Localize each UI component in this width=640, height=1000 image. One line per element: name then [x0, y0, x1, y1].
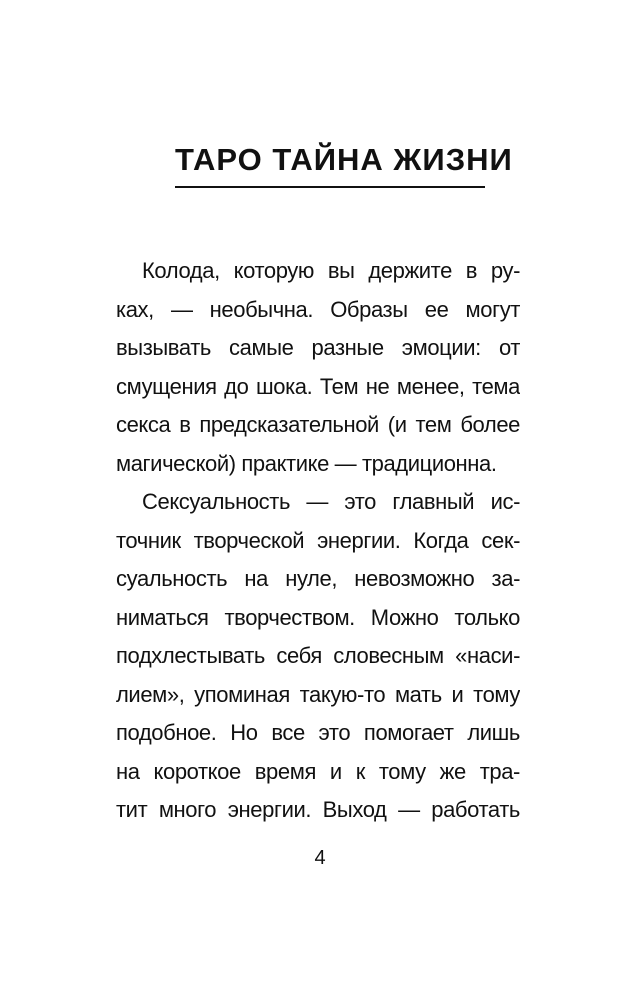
text-line: точник творческой энергии. Когда сек-: [116, 527, 520, 553]
header-rule: [175, 186, 485, 188]
text-line: магической) практике — традиционна.: [116, 450, 497, 476]
text-line: секса в предсказательной (и тем более: [116, 412, 520, 437]
book-title: ТАРО ТАЙНА ЖИЗНИ: [175, 142, 513, 177]
text-line: тит много энергии. Выход — работать: [116, 797, 520, 822]
text-line: ниматься творчеством. Можно только: [116, 604, 520, 630]
text-line: подхлестывать себя словесным «наси-: [116, 643, 520, 668]
text-line: суальность на нуле, невозможно за-: [116, 566, 520, 591]
text-line: на короткое время и к тому же тра-: [116, 758, 520, 784]
running-header: [175, 140, 513, 188]
text-line: Сексуальность — это главный ис-: [142, 489, 520, 514]
page-number: 4: [314, 847, 326, 869]
text-line: вызывать самые разные эмоции: от: [116, 335, 520, 360]
text-line: подобное. Но все это помогает лишь: [116, 720, 520, 745]
text-line: Колода, которую вы держите в ру-: [142, 258, 520, 283]
text-line: смущения до шока. Тем не менее, тема: [116, 373, 520, 399]
text-line: ках, — необычна. Образы ее могут: [116, 296, 520, 322]
text-line: лием», упоминая такую-то мать и тому: [116, 681, 520, 707]
body-text: [116, 252, 520, 830]
